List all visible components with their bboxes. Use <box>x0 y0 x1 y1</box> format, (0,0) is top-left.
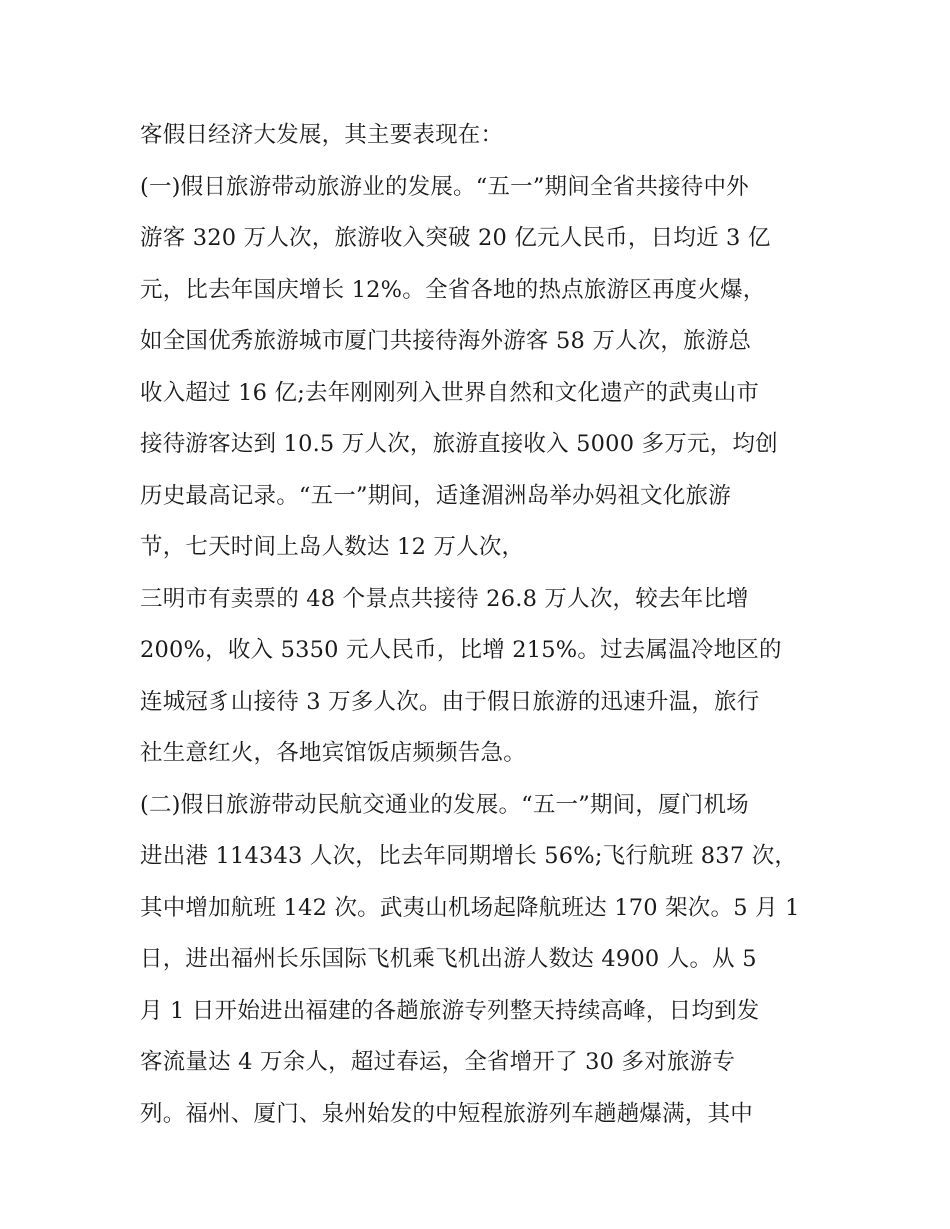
text-line: 游客 320 万人次，旅游收入突破 20 亿元人民币，日均近 3 亿 <box>140 225 771 251</box>
text-line: (二)假日旅游带动民航交通业的发展。“五一”期间，厦门机场 <box>140 791 749 818</box>
text-line: 其中增加航班 142 次。武夷山机场起降航班达 170 架次。5 月 1 <box>140 894 800 921</box>
text-line: 月 1 日开始进出福建的各趟旅游专列整天持续高峰，日均到发 <box>140 997 760 1024</box>
text-line: 客流量达 4 万余人，超过春运，全省增开了 30 多对旅游专 <box>140 1049 736 1075</box>
text-line: 如全国优秀旅游城市厦门共接待海外游客 58 万人次，旅游总 <box>140 328 752 354</box>
text-line: 连城冠豸山接待 3 万多人次。由于假日旅游的迅速升温，旅行 <box>140 688 760 715</box>
text-line: 接待游客达到 10.5 万人次，旅游直接收入 5000 多万元，均创 <box>140 431 778 457</box>
text-line: 节，七天时间上岛人数达 12 万人次， <box>140 534 525 560</box>
text-line: 收入超过 16 亿;去年刚刚列入世界自然和文化遗产的武夷山市 <box>140 379 760 406</box>
text-line: 列。福州、厦门、泉州始发的中短程旅游列车趟趟爆满，其中 <box>140 1100 753 1127</box>
text-line: 进出港 114343 人次，比去年同期增长 56%;飞行航班 837 次， <box>140 843 798 869</box>
text-line: 三明市有卖票的 48 个景点共接待 26.8 万人次，较去年比增 <box>140 585 749 612</box>
text-line: 元，比去年国庆增长 12%。全省各地的热点旅游区再度火爆， <box>140 276 766 303</box>
text-line: 历史最高记录。“五一”期间，适逢湄洲岛举办妈祖文化旅游 <box>140 482 731 509</box>
text-line: 200%，收入 5350 元人民币，比增 215%。过去属温冷地区的 <box>140 637 782 663</box>
document-body <box>140 110 820 1140</box>
text-line: (一)假日旅游带动旅游业的发展。“五一”期间全省共接待中外 <box>140 173 749 200</box>
text-line: 社生意红火，各地宾馆饭店频频告急。 <box>140 740 526 766</box>
text-line: 客假日经济大发展，其主要表现在： <box>140 122 504 148</box>
text-line: 日，进出福州长乐国际飞机乘飞机出游人数达 4900 人。从 5 <box>140 946 757 972</box>
